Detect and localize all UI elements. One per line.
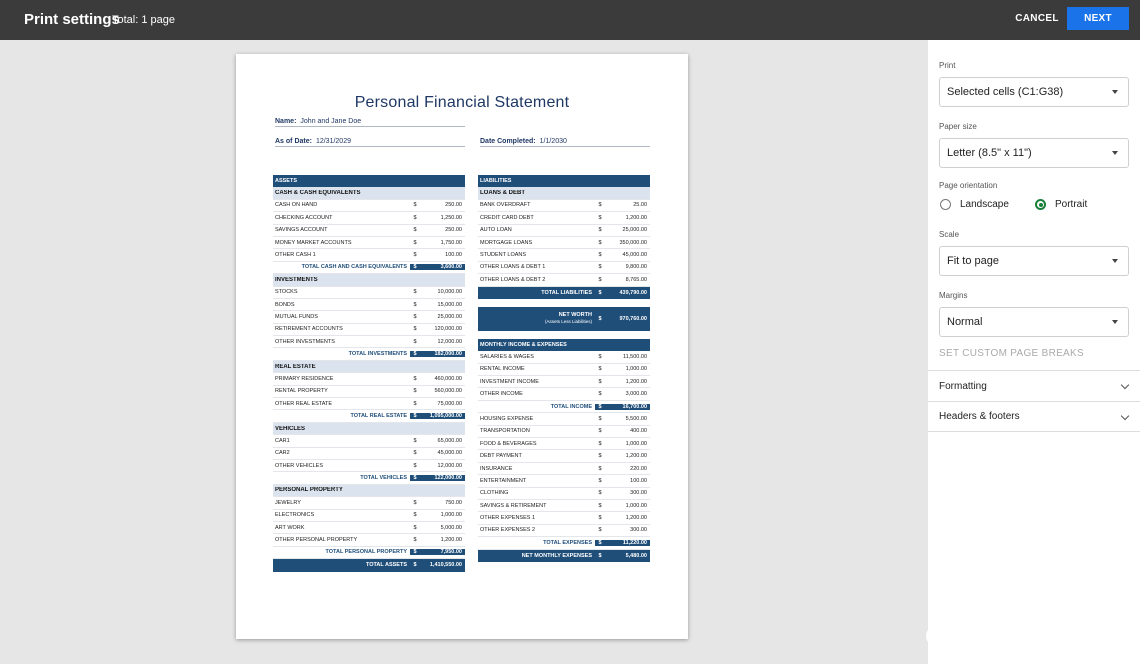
row-value: 9,800.00	[625, 264, 647, 271]
currency-symbol: $	[413, 524, 417, 531]
currency-symbol: $	[598, 214, 602, 221]
table-row	[273, 448, 465, 460]
table-row	[478, 262, 650, 274]
currency-symbol: $	[598, 289, 602, 296]
currency-symbol: $	[598, 227, 602, 234]
date-completed-field	[480, 138, 650, 147]
row-value: 350,000.00	[619, 239, 647, 246]
subsection-header	[273, 423, 465, 435]
row-label: MUTUAL FUNDS	[275, 313, 318, 320]
table-row	[478, 488, 650, 500]
table-row	[478, 450, 650, 462]
row-label: OTHER REAL ESTATE	[275, 400, 333, 407]
row-value: 182,000.00	[420, 351, 465, 357]
currency-symbol: $	[598, 315, 602, 322]
row-label: CLOTHING	[480, 490, 509, 497]
row-value: 100.00	[445, 252, 462, 259]
currency-symbol: $	[410, 264, 420, 270]
currency-symbol: $	[598, 252, 602, 259]
currency-symbol: $	[413, 338, 417, 345]
currency-symbol: $	[598, 428, 602, 435]
currency-symbol: $	[598, 453, 602, 460]
scale-label: Scale	[939, 230, 960, 239]
next-button[interactable]: NEXT	[1067, 7, 1129, 30]
landscape-label: Landscape	[960, 199, 1009, 210]
row-label: TOTAL LIABILITIES	[541, 289, 592, 296]
row-label: OTHER EXPENSES 2	[480, 527, 536, 534]
currency-symbol: $	[413, 214, 417, 221]
currency-symbol: $	[598, 202, 602, 209]
table-row	[273, 324, 465, 336]
scale-select[interactable]	[939, 246, 1129, 276]
margins-value: Normal	[947, 316, 983, 328]
currency-symbol: $	[410, 351, 420, 357]
as-of-date-label: As of Date:	[275, 138, 312, 145]
row-label: CREDIT CARD DEBT	[480, 214, 534, 221]
row-label: INVESTMENT INCOME	[480, 378, 539, 385]
row-value: 1,200.00	[625, 378, 647, 385]
row-label: OTHER INVESTMENTS	[275, 338, 335, 345]
currency-symbol: $	[413, 437, 417, 444]
name-field	[275, 118, 465, 127]
row-value: 1,200.00	[625, 214, 647, 221]
subsection-header	[273, 485, 465, 497]
table-row	[273, 497, 465, 509]
row-value: 11,220.00	[605, 540, 650, 546]
print-label: Print	[939, 61, 956, 70]
row-value: 8,765.00	[625, 276, 647, 283]
row-label: CHECKING ACCOUNT	[275, 214, 333, 221]
table-row	[273, 386, 465, 398]
row-value: 400.00	[630, 428, 647, 435]
total-row	[273, 262, 465, 274]
row-value: 560,000.00	[434, 388, 462, 395]
row-value: 25.00	[633, 202, 647, 209]
currency-symbol: $	[413, 499, 417, 506]
row-value: 1,095,000.00	[420, 413, 465, 419]
top-bar	[0, 0, 1140, 40]
row-label: TOTAL INVESTMENTS	[348, 351, 407, 358]
row-label: RENTAL PROPERTY	[275, 388, 328, 395]
page-count: Total: 1 page	[112, 14, 175, 26]
caret-down-icon	[1112, 90, 1118, 94]
print-preview	[0, 40, 928, 664]
row-value: 5,500.00	[625, 415, 647, 422]
row-label: SAVINGS ACCOUNT	[275, 227, 328, 234]
currency-symbol: $	[598, 490, 602, 497]
row-value: 1,200.00	[440, 537, 462, 544]
row-label: VEHICLES	[275, 425, 306, 432]
currency-symbol: $	[410, 475, 420, 481]
print-range-select[interactable]	[939, 77, 1129, 107]
print-range-value: Selected cells (C1:G38)	[947, 86, 1064, 98]
row-value: 1,200.00	[625, 515, 647, 522]
currency-symbol: $	[598, 366, 602, 373]
chevron-down-icon	[1121, 381, 1129, 389]
row-value: 100.00	[630, 477, 647, 484]
table-row	[478, 463, 650, 475]
currency-symbol: $	[598, 239, 602, 246]
currency-symbol: $	[413, 512, 417, 519]
row-value: 45,000.00	[622, 252, 647, 259]
row-value: 300.00	[630, 527, 647, 534]
row-label: HOUSING EXPENSE	[480, 415, 534, 422]
row-label: SAVINGS & RETIREMENT	[480, 502, 547, 509]
table-row	[273, 398, 465, 410]
table-row	[273, 435, 465, 447]
currency-symbol: $	[413, 375, 417, 382]
row-label: DEBT PAYMENT	[480, 453, 522, 460]
table-row	[273, 373, 465, 385]
name-label: Name:	[275, 118, 297, 125]
currency-symbol: $	[595, 540, 605, 546]
currency-symbol: $	[413, 562, 417, 569]
row-value: 1,410,550.00	[429, 562, 462, 569]
table-row	[478, 512, 650, 524]
currency-symbol: $	[598, 353, 602, 360]
total-row	[478, 401, 650, 413]
formatting-section[interactable]	[928, 370, 1140, 401]
settings-panel	[928, 40, 1140, 664]
currency-symbol: $	[598, 264, 602, 271]
currency-symbol: $	[410, 549, 420, 555]
date-completed-label: Date Completed:	[480, 138, 536, 145]
table-row	[273, 200, 465, 212]
margins-select[interactable]	[939, 307, 1129, 337]
row-value: 122,000.00	[420, 475, 465, 481]
spacer	[478, 331, 650, 339]
total-row	[478, 307, 650, 331]
total-row	[273, 559, 465, 571]
row-label: TRANSPORTATION	[480, 428, 530, 435]
row-label: OTHER VEHICLES	[275, 462, 323, 469]
radio-selected-icon	[1035, 199, 1046, 210]
table-row	[273, 249, 465, 261]
custom-page-breaks-link[interactable]: SET CUSTOM PAGE BREAKS	[939, 348, 1084, 359]
row-value: 5,480.00	[625, 552, 647, 559]
table-row	[478, 249, 650, 261]
currency-symbol: $	[413, 239, 417, 246]
caret-down-icon	[1112, 320, 1118, 324]
table-row	[478, 475, 650, 487]
table-row	[273, 522, 465, 534]
total-row	[273, 472, 465, 484]
currency-symbol: $	[598, 440, 602, 447]
table-row	[273, 237, 465, 249]
row-label: PRIMARY RESIDENCE	[275, 375, 334, 382]
headers-footers-label: Headers & footers	[939, 411, 1020, 422]
row-label: CAR1	[275, 437, 290, 444]
currency-symbol: $	[413, 400, 417, 407]
radio-icon	[940, 199, 951, 210]
row-value: 220.00	[630, 465, 647, 472]
table-row	[273, 287, 465, 299]
row-label: CAR2	[275, 450, 290, 457]
row-value: 1,000.00	[625, 366, 647, 373]
total-row	[478, 537, 650, 549]
currency-symbol: $	[413, 252, 417, 259]
table-row	[478, 388, 650, 400]
row-value: 10,000.00	[437, 289, 462, 296]
row-label: ART WORK	[275, 524, 305, 531]
row-value: 5,000.00	[440, 524, 462, 531]
orientation-label: Page orientation	[939, 181, 998, 190]
table-row	[273, 510, 465, 522]
currency-symbol: $	[598, 415, 602, 422]
row-label: CASH ON HAND	[275, 202, 318, 209]
row-value: 11,500.00	[622, 353, 647, 360]
document-title: Personal Financial Statement	[354, 94, 570, 111]
currency-symbol: $	[410, 413, 420, 419]
row-value: 1,000.00	[625, 502, 647, 509]
row-label: PERSONAL PROPERTY	[275, 487, 343, 494]
name-value: John and Jane Doe	[300, 118, 362, 125]
row-value: 750.00	[445, 499, 462, 506]
row-value: 3,000.00	[625, 391, 647, 398]
caret-down-icon	[1112, 259, 1118, 263]
row-label: TOTAL ASSETS	[365, 562, 407, 569]
margins-label: Margins	[939, 291, 968, 300]
formatting-label: Formatting	[939, 380, 987, 392]
row-value: 25,000.00	[437, 313, 462, 320]
row-label: BANK OVERDRAFT	[480, 202, 531, 209]
table-row	[478, 438, 650, 450]
currency-symbol: $	[598, 502, 602, 509]
headers-footers-section[interactable]	[928, 401, 1140, 432]
table-row	[273, 460, 465, 472]
total-row	[273, 410, 465, 422]
row-value: 75,000.00	[437, 400, 462, 407]
row-value: 300.00	[630, 490, 647, 497]
table-row	[478, 525, 650, 537]
section-header	[273, 175, 465, 187]
row-label: ENTERTAINMENT	[480, 477, 527, 484]
portrait-radio[interactable]	[1035, 199, 1087, 210]
row-label: TOTAL EXPENSES	[543, 539, 592, 546]
row-label: BONDS	[275, 301, 295, 308]
row-value: 3,600.00	[420, 264, 465, 270]
paper-size-label: Paper size	[939, 122, 977, 131]
table-row	[478, 426, 650, 438]
currency-symbol: $	[413, 462, 417, 469]
table-row	[273, 225, 465, 237]
currency-symbol: $	[413, 227, 417, 234]
table-row	[478, 212, 650, 224]
currency-symbol: $	[595, 404, 605, 410]
row-value: 1,250.00	[440, 214, 462, 221]
currency-symbol: $	[598, 552, 602, 559]
row-label: LOANS & DEBT	[480, 190, 525, 197]
row-label: LIABILITIES	[480, 178, 512, 185]
currency-symbol: $	[413, 301, 417, 308]
spacer	[478, 299, 650, 307]
table-row	[273, 212, 465, 224]
portrait-label: Portrait	[1055, 199, 1088, 210]
row-value: 250.00	[445, 227, 462, 234]
chevron-down-icon	[1121, 412, 1129, 420]
row-label: ASSETS	[275, 178, 298, 185]
currency-symbol: $	[598, 477, 602, 484]
row-label: NET MONTHLY EXPENSES	[521, 552, 592, 559]
row-label: TOTAL REAL ESTATE	[350, 413, 407, 420]
row-label: CASH & CASH EQUIVALENTS	[275, 190, 361, 197]
table-row	[478, 237, 650, 249]
row-value: 65,000.00	[437, 437, 462, 444]
row-value: 439,790.00	[619, 289, 647, 296]
subsection-header	[273, 274, 465, 286]
total-row	[273, 348, 465, 360]
table-row	[273, 311, 465, 323]
row-label: REAL ESTATE	[275, 363, 316, 370]
row-label: FOOD & BEVERAGES	[480, 440, 537, 447]
row-label: OTHER LOANS & DEBT 2	[480, 276, 546, 283]
row-label: JEWELRY	[275, 499, 301, 506]
row-value: 1,200.00	[625, 453, 647, 460]
row-label: TOTAL VEHICLES	[360, 475, 407, 482]
table-row	[478, 225, 650, 237]
row-value: 15,000.00	[437, 301, 462, 308]
row-label: MONEY MARKET ACCOUNTS	[275, 239, 352, 246]
table-row	[478, 413, 650, 425]
row-label: OTHER CASH 1	[275, 252, 316, 259]
table-row	[478, 376, 650, 388]
preview-page	[236, 54, 688, 639]
row-label: INSURANCE	[480, 465, 513, 472]
currency-symbol: $	[598, 378, 602, 385]
row-label: RENTAL INCOME	[480, 366, 525, 373]
row-label: TOTAL PERSONAL PROPERTY	[325, 549, 407, 556]
currency-symbol: $	[598, 465, 602, 472]
row-value: 12,000.00	[437, 338, 462, 345]
table-row	[478, 364, 650, 376]
page-title: Print settings	[24, 11, 120, 28]
total-row	[478, 287, 650, 299]
row-value: 7,950.00	[420, 549, 465, 555]
table-row	[478, 351, 650, 363]
landscape-radio[interactable]	[940, 199, 1009, 210]
total-row	[273, 547, 465, 559]
row-label: SALARIES & WAGES	[480, 353, 534, 360]
row-label: OTHER INCOME	[480, 391, 523, 398]
currency-symbol: $	[598, 276, 602, 283]
currency-symbol: $	[413, 388, 417, 395]
currency-symbol: $	[413, 202, 417, 209]
row-label: TOTAL INCOME	[550, 403, 592, 410]
date-completed-value: 1/1/2030	[539, 138, 567, 145]
row-label: AUTO LOAN	[480, 227, 512, 234]
row-label: RETIREMENT ACCOUNTS	[275, 326, 343, 333]
table-row	[478, 200, 650, 212]
row-value: 1,750.00	[440, 239, 462, 246]
table-row	[478, 500, 650, 512]
as-of-date-field	[275, 138, 465, 147]
row-value: 25,000.00	[622, 227, 647, 234]
section-header	[478, 175, 650, 187]
subsection-header	[273, 187, 465, 199]
paper-size-select[interactable]	[939, 138, 1129, 168]
subsection-header	[273, 361, 465, 373]
cancel-button[interactable]: CANCEL	[1010, 7, 1064, 30]
row-label: OTHER PERSONAL PROPERTY	[275, 537, 358, 544]
row-label: STOCKS	[275, 289, 298, 296]
assets-table	[273, 175, 465, 572]
row-sublabel: (Assets Less Liabilities)	[544, 318, 592, 324]
table-row	[273, 534, 465, 546]
row-value: 45,000.00	[437, 450, 462, 457]
currency-symbol: $	[413, 326, 417, 333]
currency-symbol: $	[413, 537, 417, 544]
row-label: ELECTRONICS	[275, 512, 315, 519]
table-row	[478, 274, 650, 286]
total-row	[478, 550, 650, 562]
caret-down-icon	[1112, 151, 1118, 155]
scale-value: Fit to page	[947, 255, 999, 267]
row-label: MORTGAGE LOANS	[480, 239, 533, 246]
row-value: 250.00	[445, 202, 462, 209]
row-label: OTHER LOANS & DEBT 1	[480, 264, 546, 271]
row-value: 970,760.00	[619, 315, 647, 322]
row-value: 1,000.00	[625, 440, 647, 447]
as-of-date-value: 12/31/2029	[315, 138, 351, 145]
row-value: 16,700.00	[605, 404, 650, 410]
row-value: 12,000.00	[437, 462, 462, 469]
section-header	[478, 339, 650, 351]
currency-symbol: $	[598, 527, 602, 534]
row-label: INVESTMENTS	[275, 276, 318, 283]
liabilities-table	[478, 175, 650, 562]
paper-size-value: Letter (8.5" x 11")	[947, 147, 1032, 159]
row-label: OTHER EXPENSES 1	[480, 515, 536, 522]
row-label: NET WORTH (Assets Less Liabilities)	[544, 312, 592, 324]
currency-symbol: $	[598, 515, 602, 522]
table-row	[273, 299, 465, 311]
currency-symbol: $	[413, 289, 417, 296]
row-label: TOTAL CASH AND CASH EQUIVALENTS	[301, 264, 407, 271]
subsection-header	[478, 187, 650, 199]
row-value: 1,000.00	[440, 512, 462, 519]
row-value: 460,000.00	[434, 375, 462, 382]
row-label: STUDENT LOANS	[480, 252, 527, 259]
currency-symbol: $	[413, 450, 417, 457]
currency-symbol: $	[598, 391, 602, 398]
row-label: MONTHLY INCOME & EXPENSES	[480, 342, 567, 349]
currency-symbol: $	[413, 313, 417, 320]
row-value: 120,000.00	[434, 326, 462, 333]
table-row	[273, 336, 465, 348]
